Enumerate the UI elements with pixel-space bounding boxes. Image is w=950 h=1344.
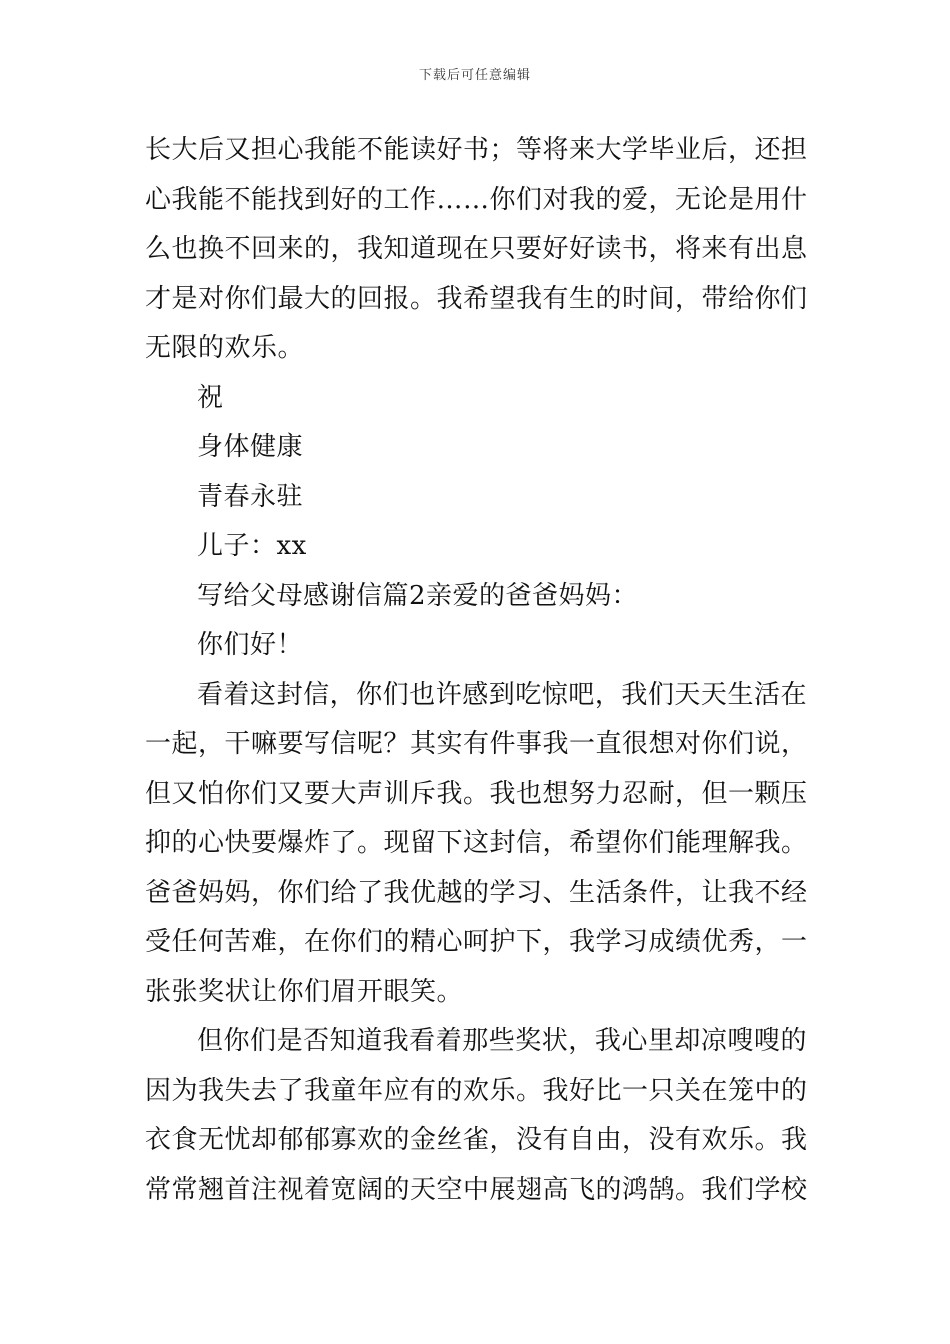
letter-title: 写给父母感谢信篇2亲爱的爸爸妈妈： — [197, 580, 639, 611]
text-line: 么也换不回来的，我知道现在只要好好读书，将来有出息 — [145, 234, 808, 264]
page-header-note: 下载后可任意编辑 — [418, 68, 531, 83]
text-line: 抑的心快要爆炸了。现留下这封信，希望你们能理解我。 — [145, 828, 808, 858]
closing-wish-youth: 青春永驻 — [197, 481, 304, 512]
closing-wish-health: 身体健康 — [197, 432, 304, 462]
closing-blessing: 祝 — [197, 382, 224, 413]
letter-greeting: 你们好！ — [197, 630, 304, 660]
text-line: 看着这封信，你们也许感到吃惊吧，我们天天生活在 — [197, 679, 807, 710]
signature: 儿子：xx — [197, 531, 307, 561]
paragraph-letter2-second — [145, 1017, 807, 1215]
text-line: 心我能不能找到好的工作……你们对我的爱，无论是用什 — [145, 184, 808, 215]
text-line: 受任何苦难，在你们的精心呵护下，我学习成绩优秀，一 — [145, 927, 808, 957]
text-line: 才是对你们最大的回报。我希望我有生的时间，带给你们 — [145, 283, 808, 314]
text-line: 衣食无忧却郁郁寡欢的金丝雀，没有自由，没有欢乐。我 — [145, 1125, 808, 1155]
text-line: 但你们是否知道我看着那些奖状，我心里却凉嗖嗖的 — [197, 1026, 807, 1056]
text-line: 爸爸妈妈，你们给了我优越的学习、生活条件，让我不经 — [145, 877, 808, 908]
paragraph-continued — [145, 126, 807, 374]
text-line: 常常翘首注视着宽阔的天空中展翅高飞的鸿鹄。我们学校 — [145, 1174, 808, 1205]
document-body — [145, 126, 807, 1215]
text-line: 一起，干嘛要写信呢？其实有件事我一直很想对你们说， — [145, 729, 808, 759]
text-line: 因为我失去了我童年应有的欢乐。我好比一只关在笼中的 — [145, 1075, 808, 1106]
text-line: 无限的欢乐。 — [145, 333, 305, 363]
text-line: 但又怕你们又要大声训斥我。我也想努力忍耐，但一颗压 — [145, 778, 808, 809]
text-line: 长大后又担心我能不能读好书；等将来大学毕业后，还担 — [145, 135, 808, 165]
paragraph-letter2-first — [145, 671, 807, 1018]
text-line: 张张奖状让你们眉开眼笑。 — [145, 976, 464, 1007]
